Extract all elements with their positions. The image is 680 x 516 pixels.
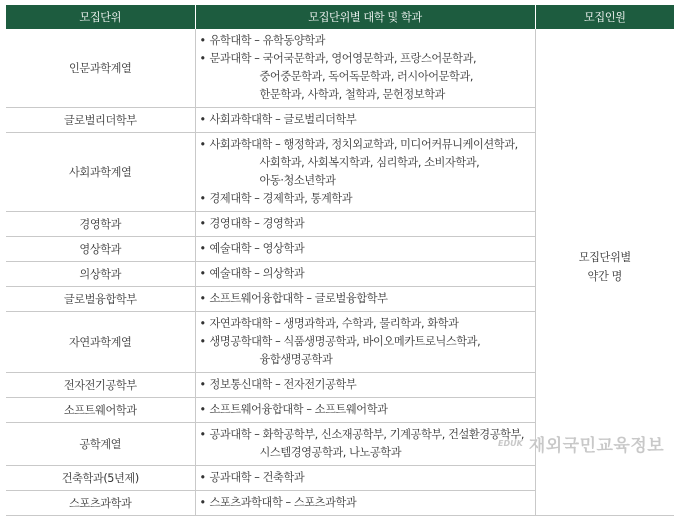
- detail-cell: [195, 312, 535, 373]
- quota-line: 약간 명: [587, 269, 622, 283]
- entry-text: 중어중문학과, 독어독문학과, 러시아어문학과,: [259, 70, 474, 83]
- bullet-icon: •: [199, 317, 206, 330]
- entry-text: 융합생명공학과: [259, 353, 333, 366]
- entry-text: 한문학과, 사학과, 철학과, 문헌정보학과: [259, 88, 445, 101]
- unit-cell: 사회과학계열: [6, 133, 195, 212]
- bullet-icon: •: [199, 496, 206, 509]
- bullet-icon: •: [199, 34, 206, 47]
- entry-text: 아동·청소년학과: [259, 174, 336, 187]
- table-header: [6, 5, 674, 29]
- detail-cell: [195, 287, 535, 312]
- unit-cell: 전자전기공학부: [6, 373, 195, 398]
- unit-cell: 건축학과(5년제): [6, 466, 195, 491]
- detail-cell: [195, 466, 535, 491]
- entry-text: 사회학과, 사회복지학과, 심리학과, 소비자학과,: [259, 156, 480, 169]
- detail-cell: [195, 398, 535, 423]
- entry-text: 예술대학 – 영상학과: [209, 242, 305, 255]
- college-entry: [200, 469, 533, 487]
- unit-cell: 경영학과: [6, 212, 195, 237]
- bullet-icon: •: [199, 242, 206, 255]
- entry-text: 유학대학 – 유학동양학과: [209, 34, 326, 47]
- college-entry: [200, 240, 533, 258]
- entry-text: 생명공학대학 – 식품생명공학과, 바이오메카트로닉스학과,: [209, 335, 481, 348]
- detail-cell: [195, 237, 535, 262]
- entry-text: 시스템경영공학과, 나노공학과: [259, 446, 402, 459]
- bullet-icon: •: [199, 113, 206, 126]
- unit-cell: 글로벌리더학부: [6, 108, 195, 133]
- entry-text: 자연과학대학 – 생명과학과, 수학과, 물리학과, 화학과: [209, 317, 459, 330]
- entry-text: 경영대학 – 경영학과: [209, 217, 305, 230]
- college-entry: [200, 401, 533, 419]
- entry-text: 스포츠과학대학 – 스포츠과학과: [209, 496, 357, 509]
- unit-cell: 글로벌융합학부: [6, 287, 195, 312]
- bullet-icon: •: [199, 403, 206, 416]
- bullet-icon: •: [199, 192, 206, 205]
- watermark: [498, 431, 664, 456]
- header-colleges-departments: 모집단위별 대학 및 학과: [195, 5, 535, 29]
- entry-text: 사회과학대학 – 행정학과, 정치외교학과, 미디어커뮤니케이션학과,: [209, 138, 518, 151]
- bullet-icon: •: [199, 52, 206, 65]
- entry-text: 공과대학 – 건축학과: [209, 471, 305, 484]
- unit-cell: 인문과학계열: [6, 29, 195, 108]
- detail-cell: [195, 133, 535, 212]
- college-entry: [200, 190, 533, 208]
- entry-text: 사회과학대학 – 글로벌리더학부: [209, 113, 357, 126]
- table-row: [6, 29, 674, 108]
- detail-cell: [195, 212, 535, 237]
- college-entry: [200, 426, 533, 462]
- entry-text: 공과대학 – 화학공학부, 신소재공학부, 기계공학부, 건설환경공학부,: [209, 428, 525, 441]
- header-quota: 모집인원: [535, 5, 674, 29]
- watermark-logo: EDUK: [498, 439, 523, 448]
- entry-text: 소프트웨어융합대학 – 글로벌융합학부: [209, 292, 388, 305]
- quota-line: 모집단위별: [578, 250, 631, 264]
- unit-cell: 의상학과: [6, 262, 195, 287]
- college-entry: [200, 376, 533, 394]
- detail-cell: [195, 108, 535, 133]
- bullet-icon: •: [199, 138, 206, 151]
- bullet-icon: •: [199, 471, 206, 484]
- unit-cell: 공학계열: [6, 423, 195, 466]
- bullet-icon: •: [199, 267, 206, 280]
- college-entry: [200, 111, 533, 129]
- detail-cell: [195, 423, 535, 466]
- entry-text: 예술대학 – 의상학과: [209, 267, 305, 280]
- college-entry: [200, 333, 533, 369]
- college-entry: [200, 50, 533, 104]
- college-entry: [200, 315, 533, 333]
- unit-cell: 영상학과: [6, 237, 195, 262]
- entry-text: 소프트웨어융합대학 – 소프트웨어학과: [209, 403, 388, 416]
- bullet-icon: •: [199, 217, 206, 230]
- college-entry: [200, 215, 533, 233]
- unit-cell: 스포츠과학과: [6, 491, 195, 516]
- college-entry: [200, 494, 533, 512]
- detail-cell: [195, 262, 535, 287]
- unit-cell: 자연과학계열: [6, 312, 195, 373]
- college-entry: [200, 265, 533, 283]
- detail-cell: [195, 491, 535, 516]
- college-entry: [200, 32, 533, 50]
- college-entry: [200, 290, 533, 308]
- watermark-text: 재외국민교육정보: [528, 436, 665, 456]
- detail-cell: [195, 29, 535, 108]
- bullet-icon: •: [199, 378, 206, 391]
- bullet-icon: •: [199, 335, 206, 348]
- college-entry: [200, 136, 533, 190]
- entry-text: 문과대학 – 국어국문학과, 영어영문학과, 프랑스어문학과,: [209, 52, 477, 65]
- detail-cell: [195, 373, 535, 398]
- bullet-icon: •: [199, 428, 206, 441]
- entry-text: 정보통신대학 – 전자전기공학부: [209, 378, 357, 391]
- unit-cell: 소프트웨어학과: [6, 398, 195, 423]
- entry-text: 경제대학 – 경제학과, 통계학과: [209, 192, 353, 205]
- bullet-icon: •: [199, 292, 206, 305]
- header-unit: 모집단위: [6, 5, 195, 29]
